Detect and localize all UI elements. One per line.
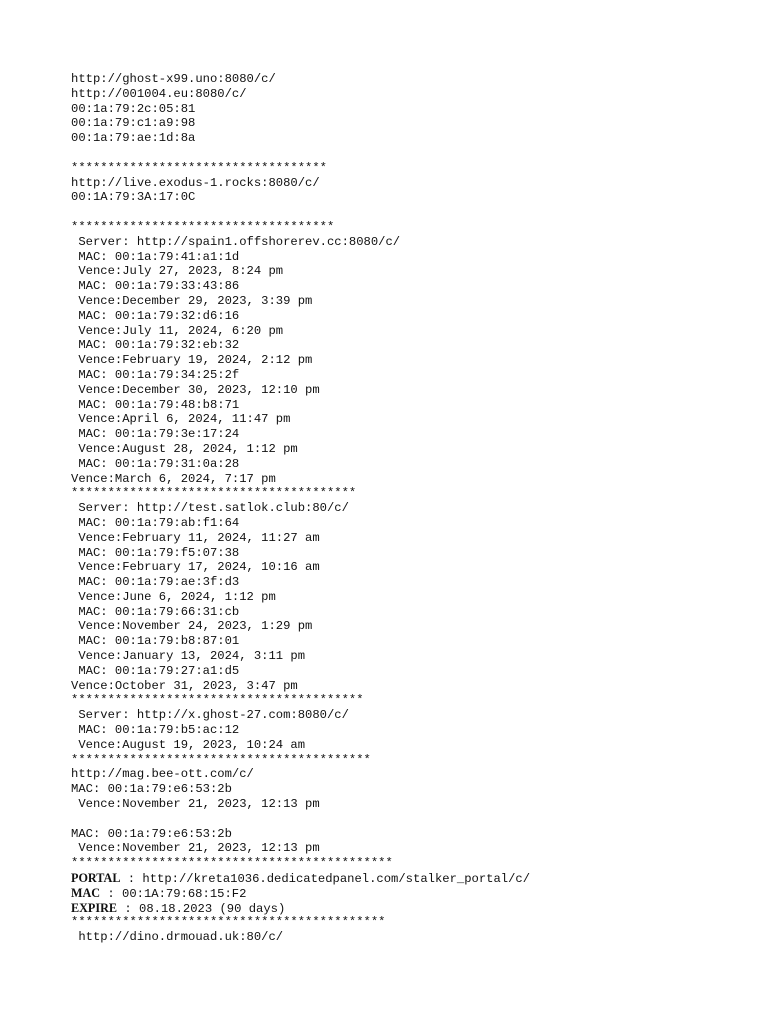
mac-line: MAC: 00:1a:79:31:0a:28: [71, 456, 240, 471]
mac-line: MAC: 00:1a:79:f5:07:38: [71, 545, 240, 560]
expire-value: : 08.18.2023 (90 days): [117, 901, 286, 916]
mac-line: 00:1a:79:2c:05:81: [71, 101, 196, 116]
mac-line: MAC: 00:1a:79:ae:3f:d3: [71, 575, 240, 590]
server-line: Server: http://test.satlok.club:80/c/: [71, 501, 349, 516]
expiry-line: Vence:January 13, 2024, 3:11 pm: [71, 649, 306, 664]
mac-line: MAC: 00:1a:79:66:31:cb: [71, 604, 240, 619]
expiry-line: Vence:October 31, 2023, 3:47 pm: [71, 678, 298, 693]
server-line: Server: http://spain1.offshorerev.cc:8080/c/: [71, 234, 401, 249]
mac-line: MAC: 00:1a:79:34:25:2f: [71, 367, 240, 382]
mac-line: 00:1a:79:c1:a9:98: [71, 116, 196, 131]
expiry-line: Vence:February 19, 2024, 2:12 pm: [71, 353, 313, 368]
mac-line: MAC: 00:1a:79:e6:53:2b: [71, 782, 232, 797]
mac-line: MAC: 00:1a:79:b8:87:01: [71, 634, 240, 649]
expiry-line: Vence:November 21, 2023, 12:13 pm: [71, 841, 320, 856]
url-line: http://ghost-x99.uno:8080/c/: [71, 72, 276, 86]
url-line: http://dino.drmouad.uk:80/c/: [71, 930, 284, 945]
expiry-line: Vence:July 27, 2023, 8:24 pm: [71, 264, 284, 279]
expiry-line: Vence:July 11, 2024, 6:20 pm: [71, 323, 284, 338]
mac-line: MAC: 00:1a:79:41:a1:1d: [71, 249, 240, 264]
separator: *****************************************: [71, 752, 371, 767]
expiry-line: Vence:August 28, 2024, 1:12 pm: [71, 441, 298, 456]
expiry-line: Vence:April 6, 2024, 11:47 pm: [71, 412, 291, 427]
blank-line: [71, 205, 751, 220]
mac-line: 00:1a:79:ae:1d:8a: [71, 131, 196, 146]
mac-line: MAC: 00:1a:79:ab:f1:64: [71, 515, 240, 530]
expiry-line: Vence:March 6, 2024, 7:17 pm: [71, 471, 276, 486]
mac-line: MAC: 00:1a:79:32:eb:32: [71, 338, 240, 353]
mac-line: 00:1A:79:3A:17:0C: [71, 190, 196, 205]
url-line: http://live.exodus-1.rocks:8080/c/: [71, 175, 320, 190]
expiry-line: Vence:December 29, 2023, 3:39 pm: [71, 293, 313, 308]
portal-expire-line: [71, 901, 751, 916]
mac-line: MAC: 00:1a:79:32:d6:16: [71, 308, 240, 323]
expire-label: EXPIRE: [71, 900, 118, 915]
mac-value: : 00:1A:79:68:15:F2: [100, 886, 247, 901]
document-body: [71, 72, 751, 945]
expiry-line: Vence:June 6, 2024, 1:12 pm: [71, 589, 276, 604]
portal-mac-line: [71, 886, 751, 901]
expiry-line: Vence:December 30, 2023, 12:10 pm: [71, 382, 320, 397]
separator: ****************************************: [71, 693, 364, 708]
expiry-line: Vence:August 19, 2023, 10:24 am: [71, 737, 306, 752]
blank-line: [71, 146, 751, 161]
url-line: http://mag.bee-ott.com/c/: [71, 767, 254, 782]
mac-line: MAC: 00:1a:79:33:43:86: [71, 279, 240, 294]
mac-line: MAC: 00:1a:79:3e:17:24: [71, 427, 240, 442]
portal-value: : http://kreta1036.dedicatedpanel.com/stalker_portal/c/: [120, 872, 531, 887]
separator: ************************************: [71, 219, 335, 234]
expiry-line: Vence:February 11, 2024, 11:27 am: [71, 530, 320, 545]
mac-label: MAC: [71, 885, 101, 900]
portal-label: PORTAL: [71, 871, 121, 886]
mac-line: MAC: 00:1a:79:e6:53:2b: [71, 826, 232, 841]
mac-line: MAC: 00:1a:79:27:a1:d5: [71, 663, 240, 678]
expiry-line: Vence:November 21, 2023, 12:13 pm: [71, 797, 320, 812]
expiry-line: Vence:February 17, 2024, 10:16 am: [71, 560, 320, 575]
blank-line: [71, 812, 751, 827]
mac-line: MAC: 00:1a:79:48:b8:71: [71, 397, 240, 412]
url-line: http://001004.eu:8080/c/: [71, 86, 247, 101]
portal-line: [71, 871, 751, 886]
separator: ***********************************: [71, 160, 327, 175]
separator: ***************************************: [71, 486, 357, 501]
separator: *******************************************: [71, 915, 386, 930]
server-line: Server: http://x.ghost-27.com:8080/c/: [71, 708, 349, 723]
separator: ********************************************: [71, 856, 393, 871]
expiry-line: Vence:November 24, 2023, 1:29 pm: [71, 619, 313, 634]
mac-line: MAC: 00:1a:79:b5:ac:12: [71, 723, 240, 738]
